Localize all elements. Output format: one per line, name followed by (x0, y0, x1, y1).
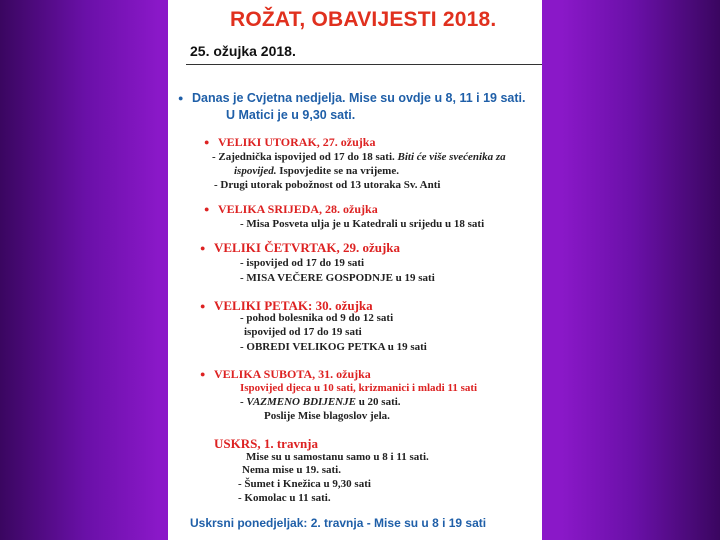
bullet-icon: ● (200, 301, 206, 311)
bullet-icon: ● (204, 204, 210, 214)
cetvrtak-line-2: - MISA VEČERE GOSPODNJE u 19 sati (240, 272, 435, 284)
utorak-line-2: ispovijed. Ispovjedite se na vrijeme. (234, 165, 399, 177)
easter-monday-line: Uskrsni ponedjeljak: 2. travnja - Mise su u 8 i 19 sati (190, 516, 487, 530)
petak-line-1: - pohod bolesnika od 9 do 12 sati (240, 312, 394, 324)
bullet-icon: ● (204, 137, 210, 147)
intro-line-2: U Matici je u 9,30 sati. (226, 108, 356, 122)
page-title: ROŽAT, OBAVIJESTI 2018. (230, 8, 497, 31)
section-heading-uskrs: USKRS, 1. travnja (214, 436, 319, 451)
bullet-icon: ● (200, 369, 206, 379)
uskrs-line-1: Mise su u samostanu samo u 8 i 11 sati. (246, 451, 429, 463)
divider (186, 64, 542, 65)
uskrs-line-2: Nema mise u 19. sati. (242, 464, 341, 476)
section-heading-srijeda: VELIKA SRIJEDA, 28. ožujka (218, 202, 378, 216)
bullet-icon: ● (178, 93, 184, 103)
subota-line-1: Ispovijed djeca u 10 sati, krizmanici i mladi 11 sati (240, 382, 478, 394)
section-heading-cetvrtak: VELIKI ČETVRTAK, 29. ožujka (214, 240, 401, 255)
notice-date: 25. ožujka 2018. (190, 43, 296, 59)
notice-sheet (168, 0, 542, 540)
subota-line-3: Poslije Mise blagoslov jela. (264, 410, 390, 422)
cetvrtak-line-1: - ispovijed od 17 do 19 sati (240, 257, 365, 269)
intro-line-1: Danas je Cvjetna nedjelja. Mise su ovdje u 8, 11 i 19 sati. (192, 91, 526, 105)
uskrs-line-3: - Šumet i Knežica u 9,30 sati (238, 478, 371, 490)
subota-line-2: - VAZMENO BDIJENJE u 20 sati. (240, 396, 401, 408)
bullet-icon: ● (200, 243, 206, 253)
section-heading-utorak: VELIKI UTORAK, 27. ožujka (218, 135, 376, 149)
uskrs-line-4: - Komolac u 11 sati. (238, 492, 331, 504)
srijeda-line-1: - Misa Posveta ulja je u Katedrali u srijedu u 18 sati (240, 218, 485, 230)
utorak-line-1: - Zajednička ispovijed od 17 do 18 sati. Biti će više svećenika za (212, 151, 506, 163)
section-heading-petak: VELIKI PETAK: 30. ožujka (214, 298, 373, 313)
utorak-line-3: - Drugi utorak pobožnost od 13 utoraka Sv. Anti (214, 179, 441, 191)
petak-line-2: ispovijed od 17 do 19 sati (244, 326, 362, 338)
petak-line-3: - OBREDI VELIKOG PETKA u 19 sati (240, 341, 427, 353)
section-heading-subota: VELIKA SUBOTA, 31. ožujka (214, 367, 371, 381)
